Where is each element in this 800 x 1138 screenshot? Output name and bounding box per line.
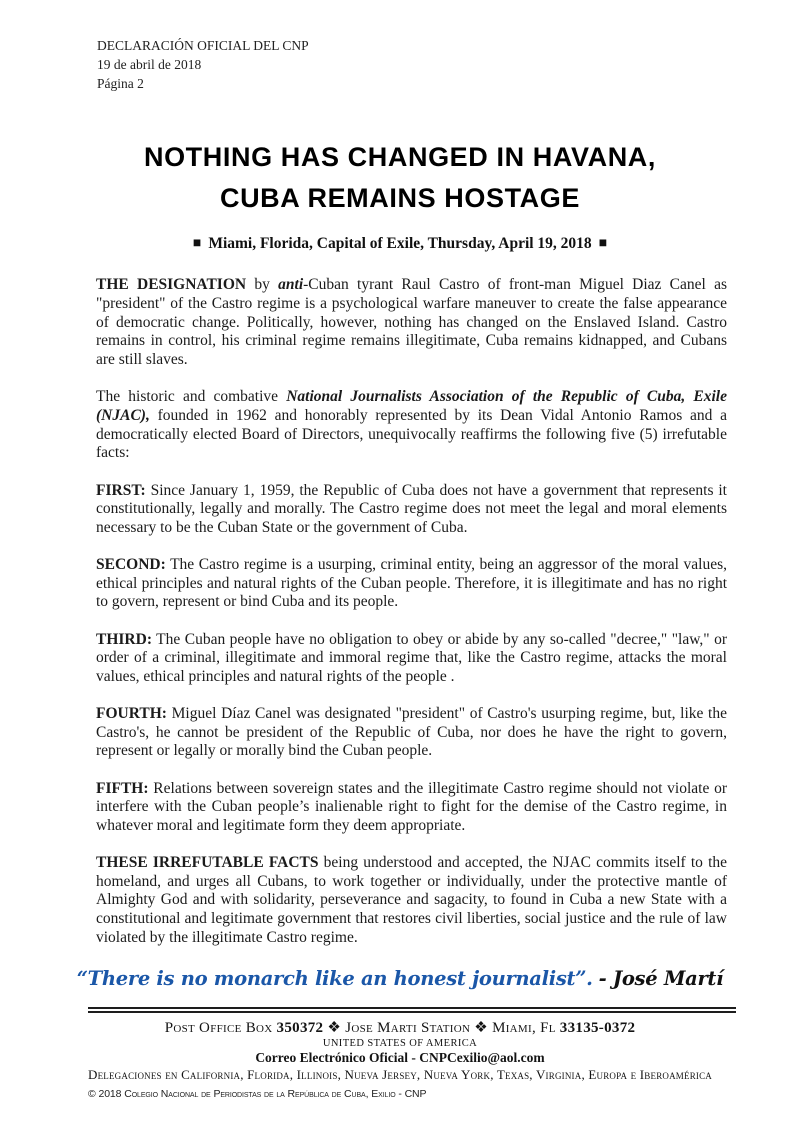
- marti-quote: [0, 967, 800, 990]
- footer-double-rule: [88, 1007, 736, 1013]
- dateline-text: Miami, Florida, Capital of Exile, Thursday, April 19, 2018: [208, 235, 592, 253]
- doc-body: [96, 276, 727, 947]
- body-paragraph: FIRST: Since January 1, 1959, the Republic of Cuba does not have a government that represents it constitutionally, legally and morally. The Castro regime does not meet the legal and moral elements necessary to be the Cuban State or the government of Cuba.: [96, 481, 727, 536]
- doc-footer: [0, 1007, 800, 1138]
- footer-delegations: Delegaciones en California, Florida, Illinois, Nueva Jersey, Nueva York, Texas, Virginia, Europa e Iberoamérica: [87, 1067, 713, 1083]
- footer-address: Post Office Box 350372 ❖ Jose Marti Station ❖ Miami, Fl 33135-0372: [164, 1020, 636, 1037]
- body-paragraph: The historic and combative National Journalists Association of the Republic of Cuba, Exile (NJAC), founded in 1962 and honorably represented by its Dean Vidal Antonio Ramos and a democratically elected Board of Directors, unequivocally reaffirms the following five (5) irrefutable facts:: [96, 388, 727, 462]
- header-org-line: DECLARACIÓN OFICIAL DEL CNP: [97, 38, 309, 53]
- doc-header: [97, 36, 727, 93]
- footer-country: UNITED STATES OF AMERICA: [322, 1037, 478, 1049]
- body-paragraph: THE DESIGNATION by anti-Cuban tyrant Raul Castro of front-man Miguel Diaz Canel as "president" of the Castro regime is a psychological warfare maneuver to create the false appearance of democratic change. Politically, however, nothing has changed on the Enslaved Island. Castro remains in control, his criminal regime remains illegitimate, Cuba remains kidnapped, and Cubans are still slaves.: [96, 276, 728, 369]
- square-bullet-icon: ■: [598, 236, 608, 252]
- header-page-number: Página 2: [97, 76, 144, 92]
- body-paragraph: FOURTH: Miguel Díaz Canel was designated "president" of Castro's usurping regime, but, like the Castro's, he cannot be president of the Republic of Cuba, nor does he have the right to govern, represent or legally or morally bind the Cuban people.: [96, 705, 727, 760]
- dateline: [0, 235, 800, 253]
- page-title: [40, 137, 760, 218]
- square-bullet-icon: ■: [192, 236, 202, 252]
- body-paragraph: SECOND: The Castro regime is a usurping, criminal entity, being an aggressor of the moral values, ethical principles and natural rights of the Cuban people. Therefore, it is illegitimate and has no right to govern, represent or bind Cuba and its people.: [96, 556, 727, 611]
- body-paragraph: THIRD: The Cuban people have no obligation to obey or abide by any so-called "decree," "law," or order of a criminal, illegitimate and immoral regime that, like the Castro regime, attacks the moral values, ethical principles and natural rights of the people .: [96, 630, 727, 685]
- quote-attribution: - José Martí: [598, 967, 724, 991]
- footer-email: Correo Electrónico Oficial - CNPCexilio@aol.com: [255, 1050, 545, 1066]
- title-line-1: NOTHING HAS CHANGED IN HAVANA,: [143, 142, 656, 173]
- header-date-line: 19 de abril de 2018: [97, 57, 202, 73]
- body-paragraph: FIFTH: Relations between sovereign states and the illegitimate Castro regime should not violate or interfere with the Cuban people’s inalienable right to fight for the demise of the Castro regime, in whatever moral and legitimate form they deem appropriate.: [96, 779, 727, 834]
- quote-text: “There is no monarch like an honest journalist”.: [76, 967, 593, 991]
- footer-copyright: © 2018 Colegio Nacional de Periodistas de la República de Cuba, Exilio - CNP: [88, 1088, 427, 1100]
- title-line-2: CUBA REMAINS HOSTAGE: [219, 182, 580, 213]
- body-paragraph: THESE IRREFUTABLE FACTS being understood and accepted, the NJAC commits itself to the homeland, and urges all Cubans, to work together or individually, under the protective mantle of Almighty God and with solidarity, perseverance and sagacity, to found in Cuba a new State with a constitutional and legitimate government that restores civil liberties, social justice and the rule of law violated by the illegitimate Castro regime.: [96, 854, 728, 946]
